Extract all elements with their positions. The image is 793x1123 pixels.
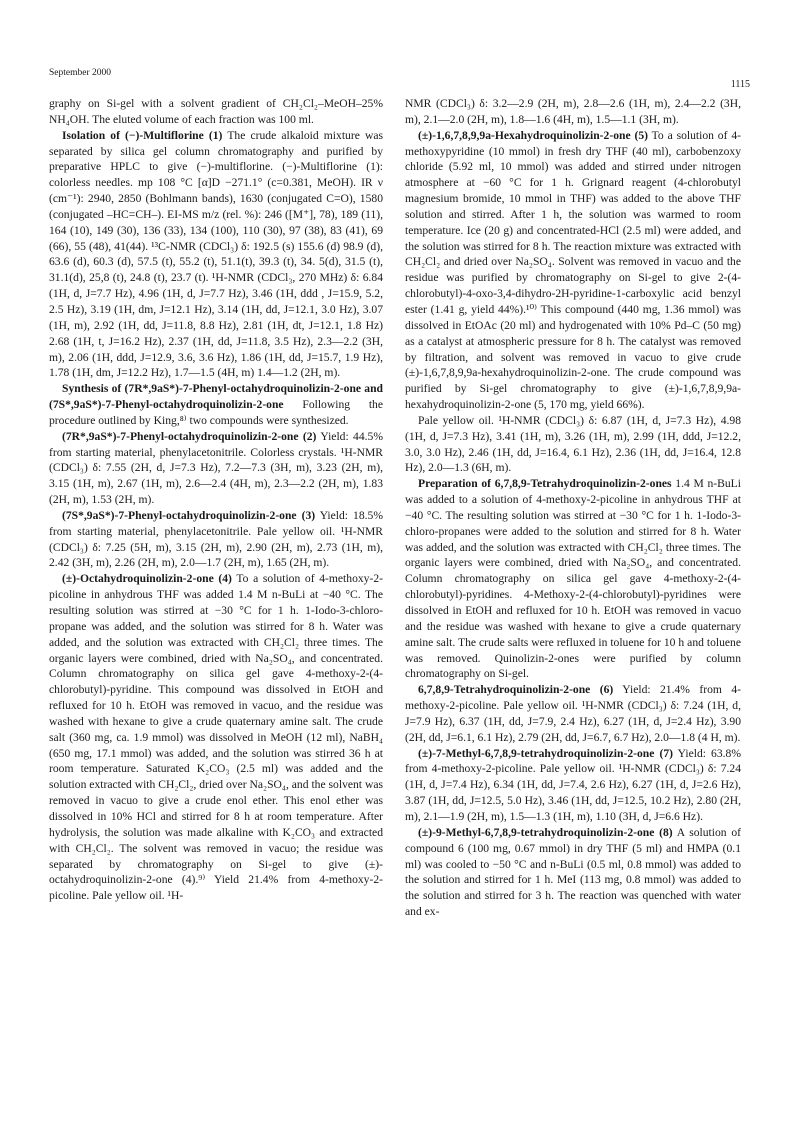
paragraph-text: NMR (CDCl₃) δ: 3.2—2.9 (2H, m), 2.8—2.6 (1H, m), 2.4—2.2 (3H, m), 2.1—2.0 (2H, m), 1.8—1.6 (4H, m), 1.5—1.1 (3H, m). (405, 97, 741, 126)
paragraph-text: Pale yellow oil. ¹H-NMR (CDCl₃) δ: 6.87 (1H, d, J=7.3 Hz), 4.98 (1H, d, J=7.3 Hz), 3.41 (1H, m), 3.26 (1H, m), 2.99 (1H, ddd, J=12.2, 3.0, 3.0 Hz), 2.46 (1H, dd, J=16.4, 6.1 Hz), 2.36 (1H, dd, J=16.4, 12.8 Hz), 2.0—1.3 (6H, m). (405, 413, 741, 475)
paragraph (49, 381, 383, 429)
paragraph-text: Yield: 18.5% from starting material, phenylacetonitrile. Pale yellow oil. ¹H-NMR (CDCl₃) δ: 7.25 (5H, m), 3.15 (2H, m), 2.90 (2H, m), 2.73 (1H, m), 2.42 (3H, m), 2.26 (2H, m), 2.0—1.7 (2H, m), 1.65 (2H, m). (49, 508, 383, 570)
right-column (405, 96, 741, 920)
paragraph (405, 682, 741, 745)
paragraph-text: 1.4 M n-BuLi was added to a solution of 4-methoxy-2-picoline in anhydrous THF at −40 °C. The resulting solution was stirred at −30 °C for 1 h. 1-Iodo-3-chloro-propanes were added to the solution and stirred for 8 h. Water was added, and the solution was extracted with CH₂Cl₂ three times. The organic layers were combined, dried with Na₂SO₄, and concentrated. Column chromatography on silica gel gave 4-methoxy-2-(4-chlorobutyl)-pyridines. 4-Methoxy-2-(4-chlorobutyl)-pyridines were dissolved in EtOH and refluxed for 10 h. EtOH was removed in vacuo and the residue was washed with hexane to give a crude quaternary amine salt. The crude salts were refluxed in toluene for 10 h and toluene was removed. Quinolizin-2-ones were purified by column chromatography on Si-gel. (405, 477, 741, 681)
paragraph (405, 476, 741, 682)
section-heading: (±)-7-Methyl-6,7,8,9-tetrahydroquinolizin-2-one (7) (418, 746, 673, 760)
paragraph (405, 128, 741, 413)
page-number: 1115 (730, 79, 750, 90)
paragraph-text: Yield: 44.5% from starting material, phenylacetonitrile. Colorless crystals. ¹H-NMR (CDCl₃) δ: 7.55 (2H, d, J=7.3 Hz), 7.2—7.3 (3H, m), 3.23 (2H, m), 3.15 (1H, m), 2.67 (1H, m), 2.6—2.4 (4H, m), 2.3—2.2 (2H, m), 1.83 (2H, m), 1.53 (2H, m). (49, 429, 384, 507)
paragraph (49, 96, 383, 128)
section-heading: 6,7,8,9-Tetrahydroquinolizin-2-one (6) (418, 683, 614, 697)
section-heading: (±)-Octahydroquinolizin-2-one (4) (62, 572, 232, 586)
paragraph (49, 429, 383, 508)
paragraph-text: To a solution of 4-methoxypyridine (10 mmol) in fresh dry THF (40 ml), carbobenzoxy chloride (5.92 ml, 10 mmol) was added and stirred under nitrogen atmosphere at −60 °C for 1 h. Grignard reagent (4-chlorobutyl magnesium bromide, 10 mmol in THF) was added to the above THF solution and stirred. After 1 h, the solution was warmed to room temperature. Ice (20 g) and concentrated-HCl (2.5 ml) were added, and the solution was stirred for 8 h. The reaction mixture was extracted with CH₂Cl₂ and dried over Na₂SO₄. Solvent was removed in vacuo and the residue was purified by chromatography on Si-gel to give 2-(4-chlorobutyl)-4-oxo-3,4-dihydro-2H-pyridine-1-carboxylic acid benzyl ester (1.41 g, yield 44%).¹⁰⁾ This compound (440 mg, 1.36 mmol) was dissolved in EtOAc (20 ml) and hydrogenated with 10% Pd–C (50 mg) as a catalyst at atmospheric pressure for 8 h. The catalyst was removed by filtration, and solvent was removed in vacuo to give crude (±)-1,6,7,8,9,9a-hexahydroquinolizin-2-one. The crude compound was purified by Si-gel chromatography to give (±)-1,6,7,8,9,9a-hexahydroquinolizin-2-one (5, 170 mg, yield 66%). (405, 128, 741, 412)
section-heading: Synthesis of (7R*,9aS*)-7-Phenyl-octahydroquinolizin-2-one and (7S*,9aS*)-7-Phenyl-octahydroquinolizin-2-one (49, 382, 383, 412)
paragraph-text: A solution of compound 6 (100 mg, 0.67 mmol) in dry THF (5 ml) and HMPA (0.1 ml) was cooled to −50 °C and n-BuLi (0.5 ml, 0.8 mmol) was added to the solution and stirred for 1 h. MeI (113 mg, 0.8 mmol) was added to the solution and stirred for 3 h. The reaction was quenched with water and ex- (405, 825, 741, 919)
section-heading: (7S*,9aS*)-7-Phenyl-octahydroquinolizin-2-one (3) (62, 508, 316, 522)
paragraph (405, 825, 741, 920)
paragraph (49, 571, 383, 904)
running-header-date: September 2000 (49, 68, 112, 78)
paragraph (405, 413, 741, 476)
left-column (49, 96, 383, 904)
paragraph (405, 746, 741, 825)
paragraph (49, 128, 383, 382)
paragraph (405, 96, 741, 128)
paragraph-text: graphy on Si-gel with a solvent gradient of CH₂Cl₂–MeOH–25% NH₄OH. The eluted volume of each fraction was 100 ml. (49, 97, 383, 126)
section-heading: (±)-9-Methyl-6,7,8,9-tetrahydroquinolizin-2-one (8) (418, 825, 673, 839)
paragraph-text: To a solution of 4-methoxy-2-picoline in anhydrous THF was added 1.4 M n-BuLi at −40 °C. The resulting solution was stirred at −30 °C for 1 h. 1-Iodo-3-chloro-propane was added, and the solution was stirred for 8 h. Water was added, and the solution was extracted with CH₂Cl₂ three times. The organic layers were combined, dried with Na₂SO₄, and concentrated. Column chromatography on silica gel gave 4-methoxy-2-(4-chlorobutyl)-pyridine. This compound was dissolved in EtOH and refluxed for 10 h. EtOH was removed in vacuo, and the residue was washed with hexane to give a crude quaternary amine salt. The crude salt (360 mg, ca. 1.9 mmol) was dissolved in MeOH (12 ml), NaBH₄ (650 mg, 17.1 mmol) was added, and the solution was stirred 36 h at room temperature. Saturated K₂CO₃ (2.5 ml) was added and the solution extracted with CH₂Cl₂, dried over Na₂SO₄, and the solvent was removed in vacuo to give a crude enol ether. This enol ether was dissolved in 10% HCl and stirred for 8 h at room temperature. After hydrolysis, the solution was made alkaline with K₂CO₃ and extracted with CH₂Cl₂. The solvent was removed in vacuo; the residue was separated by chromatography on Si-gel to give (±)-octahydroquinolizin-2-one (4).⁹⁾ Yield 21.4% from 4-methoxy-2-picoline. Pale yellow oil. ¹H- (49, 572, 383, 903)
section-heading: Isolation of (−)-Multiflorine (1) (62, 128, 223, 142)
paragraph (49, 508, 383, 571)
paragraph-text: Following the procedure outlined by King,⁸⁾ two compounds were synthesized. (49, 398, 383, 427)
paragraph-text: Yield: 63.8% from 4-methoxy-2-picoline. Pale yellow oil. ¹H-NMR (CDCl₃) δ: 7.24 (1H, d, J=7.4 Hz), 6.34 (1H, dd, J=7.4, 2.6 Hz), 6.27 (1H, d, J=2.6 Hz), 3.87 (1H, dd, J=12.5, 5.0 Hz), 3.46 (1H, dd, J=12.5, 10.2 Hz), 2.80 (2H, m), 2.1—1.9 (2H, m), 1.5—1.3 (1H, m), 1.10 (3H, d, J=6.6 Hz). (405, 746, 741, 823)
section-heading: (±)-1,6,7,8,9,9a-Hexahydroquinolizin-2-one (5) (418, 128, 648, 142)
section-heading: (7R*,9aS*)-7-Phenyl-octahydroquinolizin-2-one (2) (62, 429, 317, 443)
paragraph-text: The crude alkaloid mixture was separated by silica gel column chromatography and purified by preparative HPLC to give (−)-multiflorine. (−)-Multiflorine (1): colorless needles. mp 108 °C [α]D −271.1° (c=0.381, MeOH). IR ν (cm⁻¹): 2940, 2850 (Bohlmann bands), 1630 (conjugated C=O), 1580 (conjugated –HC=CH–). EI-MS m/z (rel. %): 246 ([M⁺], 78), 189 (11), 164 (10), 149 (30), 136 (33), 134 (100), 110 (30), 97 (38), 83 (41), 69 (66), 55 (48), 41(44). ¹³C-NMR (CDCl₃) δ: 192.5 (s) 155.6 (d) 98.9 (d), 63.6 (d), 60.3 (d), 57.5 (t), 55.2 (t), 51.1(t), 39.3 (t), 34. 5(d), 31.5 (t), 31.1(d), 25,8 (t), 24.8 (t), 23.7 (t). ¹H-NMR (CDCl₃, 270 MHz) δ: 6.84 (1H, d, J=7.7 Hz), 4.96 (1H, d, J=7.7 Hz), 3.46 (1H, ddd , J=15.9, 5.2, 2.5 Hz), 3.19 (1H, dm, J=12.1 Hz), 3.14 (1H, dd, J=12.1, 3.0 Hz), 3.07 (1H, m), 2.92 (1H, dd, J=11.8, 8.8 Hz), 2.81 (1H, dt, J=12.1, 1.8 Hz) 2.68 (1H, t, J=16.2 Hz), 2.37 (1H, dd, J=11.8, 3.5 Hz), 2.3—2.2 (3H, m), 2.06 (1H, ddd, J=12.9, 3.6, 3.6 Hz), 1.86 (1H, dd, J=15.7, 1.9 Hz), 1.78 (1H, dm, J=12.2 Hz), 1.7—1.5 (4H, m) 1.4—1.2 (2H, m). (49, 128, 383, 380)
section-heading: Preparation of 6,7,8,9-Tetrahydroquinolizin-2-ones (418, 477, 672, 491)
paragraph-text: Yield: 21.4% from 4-methoxy-2-picoline. Pale yellow oil. ¹H-NMR (CDCl₃) δ: 7.24 (1H, d, J=7.9 Hz), 6.37 (1H, dd, J=7.9, 2.4 Hz), 6.27 (1H, d, J=2.4 Hz), 3.90 (2H, dd, J=6.1, 6.1 Hz), 2.79 (2H, dd, J=6.7, 6.7 Hz), 2.0—1.8 (4 H, m). (405, 683, 741, 744)
